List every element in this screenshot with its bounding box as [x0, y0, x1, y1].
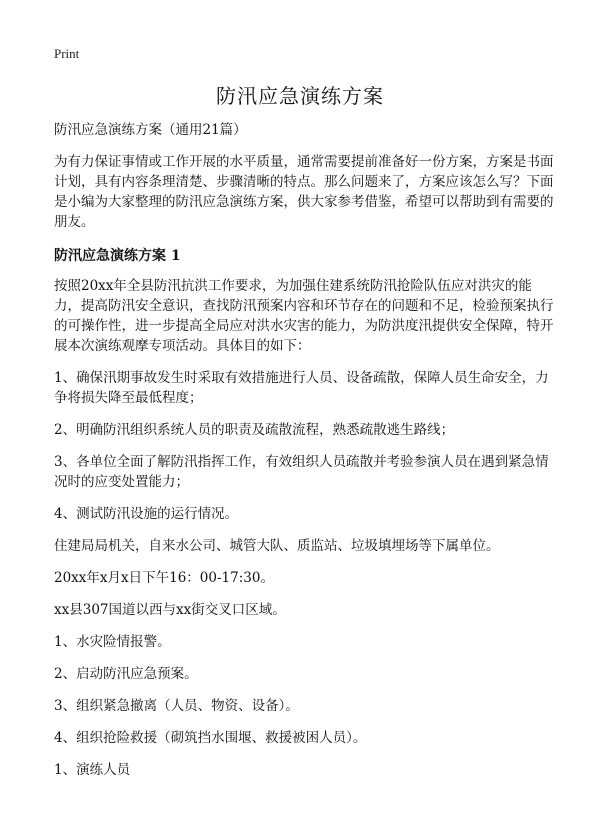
list-item: 3、各单位全面了解防汛指挥工作，有效组织人员疏散并考验参演人员在遇到紧急情况时的应变处置能力；	[54, 454, 549, 490]
paragraph-time: 20xx年x月x日下午16：00-17:30。	[54, 570, 274, 586]
section-heading: 防汛应急演练方案 1	[54, 248, 181, 264]
list-item: 4、组织抢险救援（砌筑挡水围堰、救援被困人员）。	[54, 730, 367, 746]
list-item: 2、启动防汛应急预案。	[54, 666, 198, 682]
list-item: 1、演练人员	[54, 762, 131, 778]
paragraph-location: xx县307国道以西与xx街交叉口区域。	[54, 602, 286, 618]
list-item: 4、测试防汛设施的运行情况。	[54, 506, 239, 522]
list-item: 3、组织紧急撤离（人员、物资、设备）。	[54, 698, 299, 714]
paragraph-participants: 住建局局机关，自来水公司、城管大队、质监站、垃圾填埋场等下属单位。	[54, 538, 500, 554]
list-item: 1、确保汛期事故发生时采取有效措施进行人员、设备疏散，保障人员生命安全，力争将损失降至最低程度；	[54, 370, 549, 406]
print-link[interactable]: Print	[54, 46, 80, 61]
paragraph-purpose: 按照20xx年全县防汛抗洪工作要求，为加强住建系统防汛抢险队伍应对洪灾的能力，提高防汛安全意识，查找防汛预案内容和环节存在的问题和不足，检验预案执行的可操作性，进一步提高全局应对洪水灾害的能力，为防洪度汛提供安全保障，特开展本次演练观摩专项活动。具体目的如下：	[54, 278, 554, 354]
document-subtitle: 防汛应急演练方案（通用21篇）	[54, 122, 247, 138]
document-title: 防汛应急演练方案	[216, 84, 384, 108]
list-item: 1、水灾险情报警。	[54, 634, 171, 650]
document-body	[54, 120, 554, 792]
list-item: 2、明确防汛组织系统人员的职责及疏散流程，熟悉疏散逃生路线；	[54, 422, 455, 438]
intro-paragraph: 为有力保证事情或工作开展的水平质量，通常需要提前准备好一份方案，方案是书面计划，具有内容条理清楚、步骤清晰的特点。那么问题来了，方案应该怎么写？下面是小编为大家整理的防汛应急演练方案，供大家参考借鉴，希望可以帮助到有需要的朋友。	[54, 154, 554, 230]
